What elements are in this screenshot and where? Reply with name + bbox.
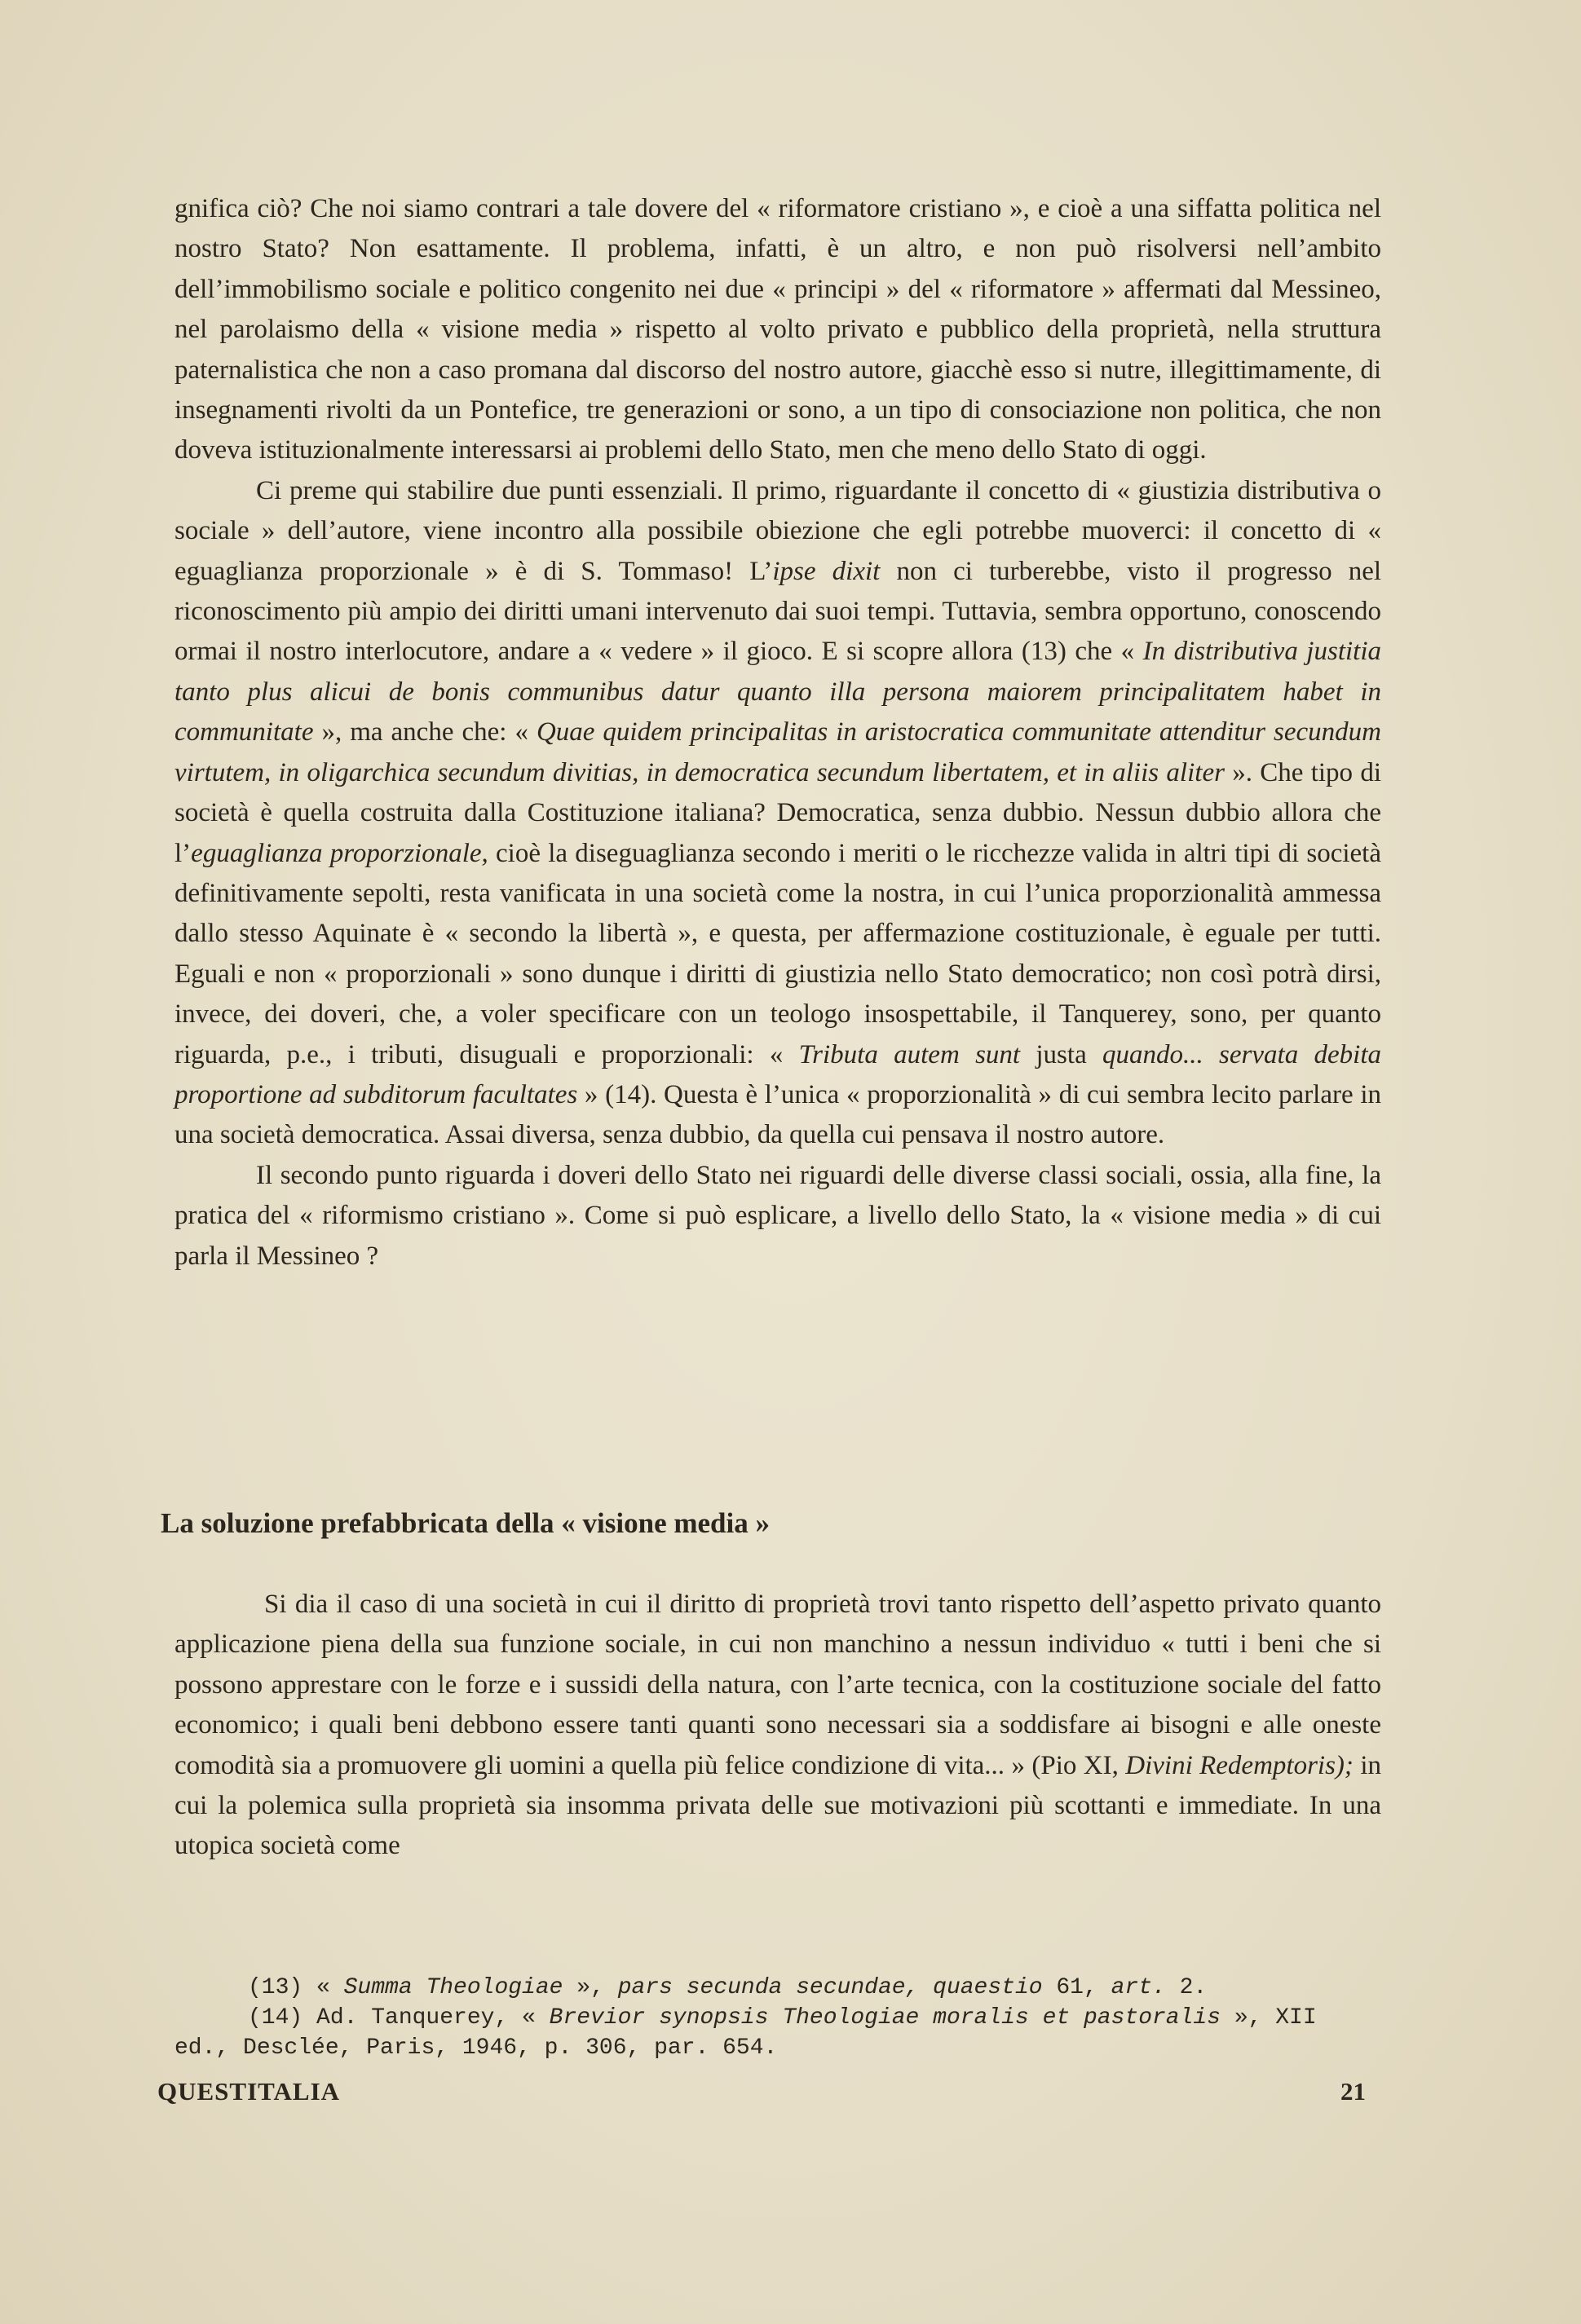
page-number: 21 <box>1340 2077 1366 2106</box>
italic-span: quando... servata debita proportione ad subditorum facultates <box>174 1039 1381 1109</box>
body-text-after-heading <box>174 1585 1381 1867</box>
footnotes <box>174 1973 1381 2063</box>
footnote-13: (13) « Summa Theologiae », pars secunda secundae, quaestio 61, art. 2. <box>248 1975 1208 2000</box>
italic-span: eguaglianza proporzionale, <box>191 838 488 868</box>
italic-span: Tributa autem sunt <box>798 1039 1021 1069</box>
section-heading: La soluzione prefabbricata della « visione media » <box>161 1507 770 1539</box>
italic-span: In distributiva justitia tanto plus alicui de bonis communibus datur quanto illa persona maiorem principalitatem habet in communitate <box>174 637 1381 747</box>
footnote-14: (14) Ad. Tanquerey, « Brevior synopsis Theologiae moralis et pastoralis », XII ed., Desclée, Paris, 1946, p. 306, par. 654. <box>174 2005 1317 2061</box>
italic-span: Divini Redemptoris); <box>1125 1750 1354 1780</box>
paragraph-4: Si dia il caso di una società in cui il diritto di proprietà trovi tanto rispetto dell’aspetto privato quanto applicazione piena della sua funzione sociale, in cui non manchino a nessun individuo « tutti i beni che si possono apprestare con le forze e i sussidi della natura, con l’arte tecnica, con la costituzione sociale del fatto economico; i quali beni debbono essere tanti quanti sono necessari sia a soddisfare ai bisogni e alle oneste comodità sia a promuovere gli uomini a quella più felice condizione di vita... » (Pio XI, Divini Redemptoris); in cui la polemica sulla proprietà sia insomma privata delle sue motivazioni più scottanti e immediate. In una utopica società come <box>174 1590 1381 1861</box>
paragraph-2: Ci preme qui stabilire due punti essenziali. Il primo, riguardante il concetto di « giustizia distributiva o sociale » dell’autore, viene incontro alla possibile obiezione che egli potrebbe muoverci: il concetto di « eguaglianza proporzionale » è di S. Tommaso! L’ipse dixit non ci turberebbe, visto il progresso nel riconoscimento più ampio dei diritti umani intervenuto dai suoi tempi. Tuttavia, sembra opportuno, conoscendo ormai il nostro interlocutore, andare a « vedere » il gioco. E si scopre allora (13) che « In distributiva justitia tanto plus alicui de bonis communibus datur quanto illa persona maiorem principalitatem habet in communitate », ma anche che: « Quae quidem principalitas in aristocratica communitate attenditur secundum virtutem, in oligarchica secundum divitias, in democratica secundum libertatem, et in aliis aliter ». Che tipo di società è quella costruita dalla Costituzione italiana? Democratica, senza dubbio. Nessun dubbio allora che l’eguaglianza proporzionale, cioè la diseguaglianza secondo i meriti o le ricchezze valida in altri tipi di società definitivamente sepolti, resta vanificata in una società come la nostra, in cui l’unica proporzionalità ammessa dallo stesso Aquinate è « secondo la libertà », e questa, per affermazione costituzionale, è eguale per tutti. Eguali e non « proporzionali » sono dunque i diritti di giustizia nello Stato democratico; non così potrà dirsi, invece, dei doveri, che, a voler specificare con un teologo insospettabile, il Tanquerey, sono, per quanto riguarda, p.e., i tributi, disuguali e proporzionali: « Tributa autem sunt justa quando... servata debita proportione ad subditorum facultates » (14). Questa è l’unica « proporzionalità » di cui sembra lecito parlare in una società democratica. Assai diversa, senza dubbio, da quella cui pensava il nostro autore. <box>174 475 1382 1150</box>
paragraph-3: Il secondo punto riguarda i doveri dello Stato nei riguardi delle diverse classi sociali, ossia, alla fine, la pratica del « riformismo cristiano ». Come si può esplicare, a livello dello Stato, la « visione media » di cui parla il Messineo ? <box>174 1160 1381 1271</box>
italic-span: Quae quidem principalitas in aristocratica communitate attenditur secundum virtutem, in oligarchica secundum divitias, in democratica secundum libertatem, et in aliis aliter <box>174 717 1381 787</box>
italic-span: pars secunda secundae, quaestio <box>617 1975 1043 2000</box>
italic-span: art. <box>1111 1975 1166 2000</box>
paragraph-1: gnifica ciò? Che noi siamo contrari a tale dovere del « riformatore cristiano », e cioè a una siffatta politica nel nostro Stato? Non esattamente. Il problema, infatti, è un altro, e non può risolversi nell’ambito dell’immobilismo sociale e politico congenito nei due « principi » del « riformatore » affermati dal Messineo, nel parolaismo della « visione media » rispetto al volto privato e pubblico della proprietà, nella struttura paternalistica che non a caso promana dal discorso del nostro autore, giacchè esso si nutre, illegittimamente, di insegnamenti rivolti da un Pontefice, tre generazioni or sono, a un tipo di consociazione non politica, che non doveva istituzionalmente interessarsi ai problemi dello Stato, men che meno dello Stato di oggi. <box>174 194 1381 465</box>
body-text <box>174 189 1381 1277</box>
italic-span: Summa Theologiae <box>343 1975 563 2000</box>
italic-span: Brevior synopsis Theologiae moralis et pastoralis <box>549 2005 1221 2031</box>
journal-name: QUESTITALIA <box>157 2077 341 2106</box>
italic-span: ipse dixit <box>772 556 881 586</box>
